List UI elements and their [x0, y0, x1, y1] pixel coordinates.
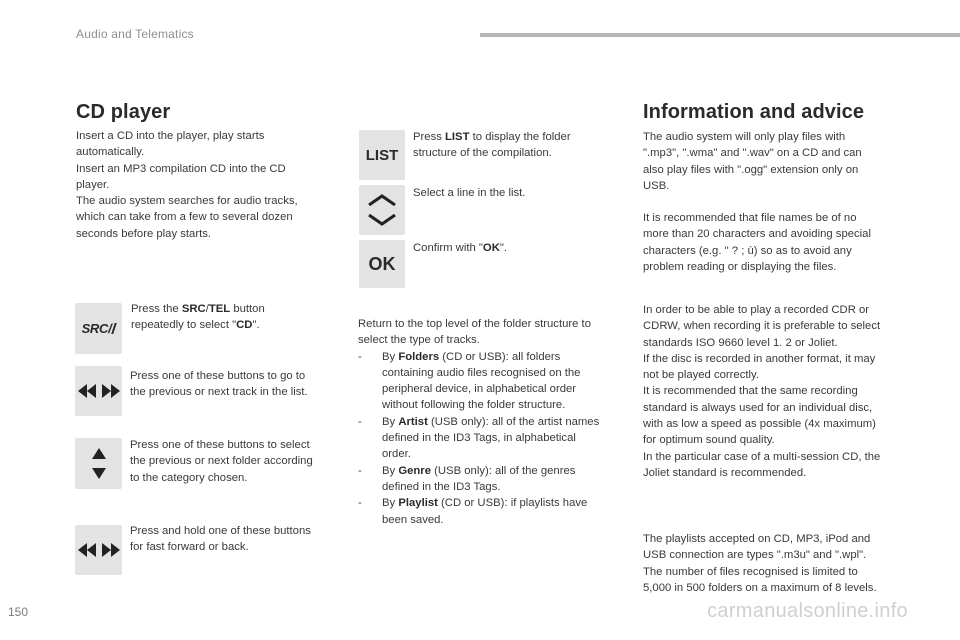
ok-button-icon: [359, 240, 405, 288]
return-instruction: [358, 316, 628, 528]
text-line: for optimum sound quality.: [643, 434, 775, 447]
text-line: repeatedly to select "CD".: [131, 319, 260, 332]
text-line: Press the SRC/TEL button: [131, 303, 265, 315]
text-line: Confirm with "OK".: [413, 242, 508, 254]
text-line: the previous or next folder according: [130, 455, 313, 468]
text-line: The audio system searches for audio tracks,: [76, 195, 298, 208]
text-line: the previous or next track in the list.: [130, 386, 308, 399]
phone-handset-icon: [112, 323, 118, 334]
text-line: Insert a CD into the player, play starts: [76, 130, 265, 142]
seek-arrows-icon: [78, 543, 120, 557]
list-icon-label: LIST: [365, 146, 399, 164]
text-line: to the category chosen.: [130, 471, 248, 484]
text-line: standard is always used for an individual disc,: [643, 401, 873, 414]
text-line: Press LIST to display the folder: [413, 131, 571, 143]
chevron-up-icon: [367, 194, 397, 206]
text-line: Return to the top level of the folder structure to: [358, 318, 591, 330]
text-line: player.: [76, 178, 110, 191]
watermark: carmanualsonline.info: [707, 600, 908, 622]
text-line: It is recommended that the same recording: [643, 385, 858, 398]
text-line: structure of the compilation.: [413, 147, 552, 160]
fast-forward-instruction: [130, 523, 311, 556]
text-line: Joliet standard is recommended.: [643, 466, 807, 479]
text-line: standards ISO 9660 level 1. 2 or Joliet.: [643, 336, 838, 349]
list-button-icon: [359, 130, 405, 180]
text-line: The playlists accepted on CD, MP3, iPod and: [643, 533, 871, 545]
info-paragraph-recording: [643, 302, 880, 481]
text-line: In order to be able to play a recorded CDR or: [643, 304, 870, 316]
text-line: The audio system will only play files with: [643, 131, 846, 143]
list-instruction: [413, 129, 571, 162]
text-line: seconds before play starts.: [76, 227, 212, 240]
text-line: characters (e.g. " ? ; ù) so as to avoid any: [643, 244, 852, 257]
text-line: also play files with ".ogg" extension only on: [643, 163, 859, 176]
src-icon-label: SRC/: [81, 321, 112, 336]
text-line: USB.: [643, 179, 670, 192]
text-line: 5,000 in 500 folders on a maximum of 8 levels.: [643, 581, 877, 594]
list-item: - By Genre (USB only): all of the genres defined in the ID3 Tags.: [358, 464, 576, 493]
text-line: USB connection are types ".m3u" and ".wpl".: [643, 549, 867, 562]
text-line: not be played correctly.: [643, 369, 759, 382]
text-line: It is recommended that file names be of no: [643, 212, 857, 224]
info-paragraph-playlists: [643, 531, 877, 596]
text-line: ".mp3", ".wma" and ".wav" on a CD and can: [643, 147, 862, 160]
info-paragraph-filenames: [643, 210, 871, 275]
ok-instruction: [413, 240, 507, 256]
header-bar: [480, 33, 960, 37]
src-instruction: [131, 301, 265, 334]
previous-next-track-icon: [75, 366, 122, 416]
track-instruction: [130, 368, 308, 401]
list-item: - By Artist (USB only): all of the artist names defined in the ID3 Tags, in alphabetical order.: [358, 415, 600, 461]
skip-arrows-icon: [78, 384, 120, 398]
list-item: - By Playlist (CD or USB): if playlists have been saved.: [358, 497, 588, 526]
up-down-select-icon: [359, 185, 405, 235]
src-tel-button-icon: [75, 303, 122, 354]
cd-player-heading: CD player: [76, 101, 171, 123]
text-line: In the particular case of a multi-session CD, the: [643, 450, 881, 463]
text-line: automatically.: [76, 146, 145, 159]
select-line-instruction: [413, 185, 525, 201]
chevron-down-icon: [367, 214, 397, 226]
text-line: CDRW, when recording it is preferable to select: [643, 320, 881, 333]
text-line: Press one of these buttons to go to: [130, 370, 306, 382]
text-line: with as low a speed as possible (4x maximum): [643, 418, 876, 431]
text-line: more than 20 characters and avoiding special: [643, 228, 871, 241]
text-line: select the type of tracks.: [358, 334, 480, 347]
ok-icon-label: OK: [368, 253, 396, 274]
text-line: Select a line in the list.: [413, 187, 526, 199]
text-line: problem reading or displaying the files.: [643, 260, 837, 273]
section-title: Audio and Telematics: [76, 27, 194, 41]
page-number: 150: [8, 605, 29, 619]
text-line: Insert an MP3 compilation CD into the CD: [76, 162, 286, 175]
arrow-down-icon: [92, 468, 106, 479]
list-item: - By Folders (CD or USB): all folders containing audio files recognised on the peripheral device, in alphabetical order without following the folder structure.: [358, 350, 581, 412]
arrow-up-icon: [92, 448, 106, 459]
fast-forward-back-icon: [75, 525, 122, 575]
text-line: for fast forward or back.: [130, 541, 249, 554]
cd-intro: [76, 128, 298, 242]
text-line: The number of files recognised is limited to: [643, 565, 858, 578]
previous-next-folder-icon: [75, 438, 122, 489]
text-line: If the disc is recorded in another format, it may: [643, 352, 876, 365]
text-line: which can take from a few to several dozen: [76, 211, 293, 224]
information-heading: Information and advice: [643, 101, 865, 123]
folder-instruction: [130, 437, 313, 486]
text-line: Press and hold one of these buttons: [130, 525, 311, 537]
info-paragraph-formats: [643, 129, 862, 194]
text-line: Press one of these buttons to select: [130, 439, 310, 451]
